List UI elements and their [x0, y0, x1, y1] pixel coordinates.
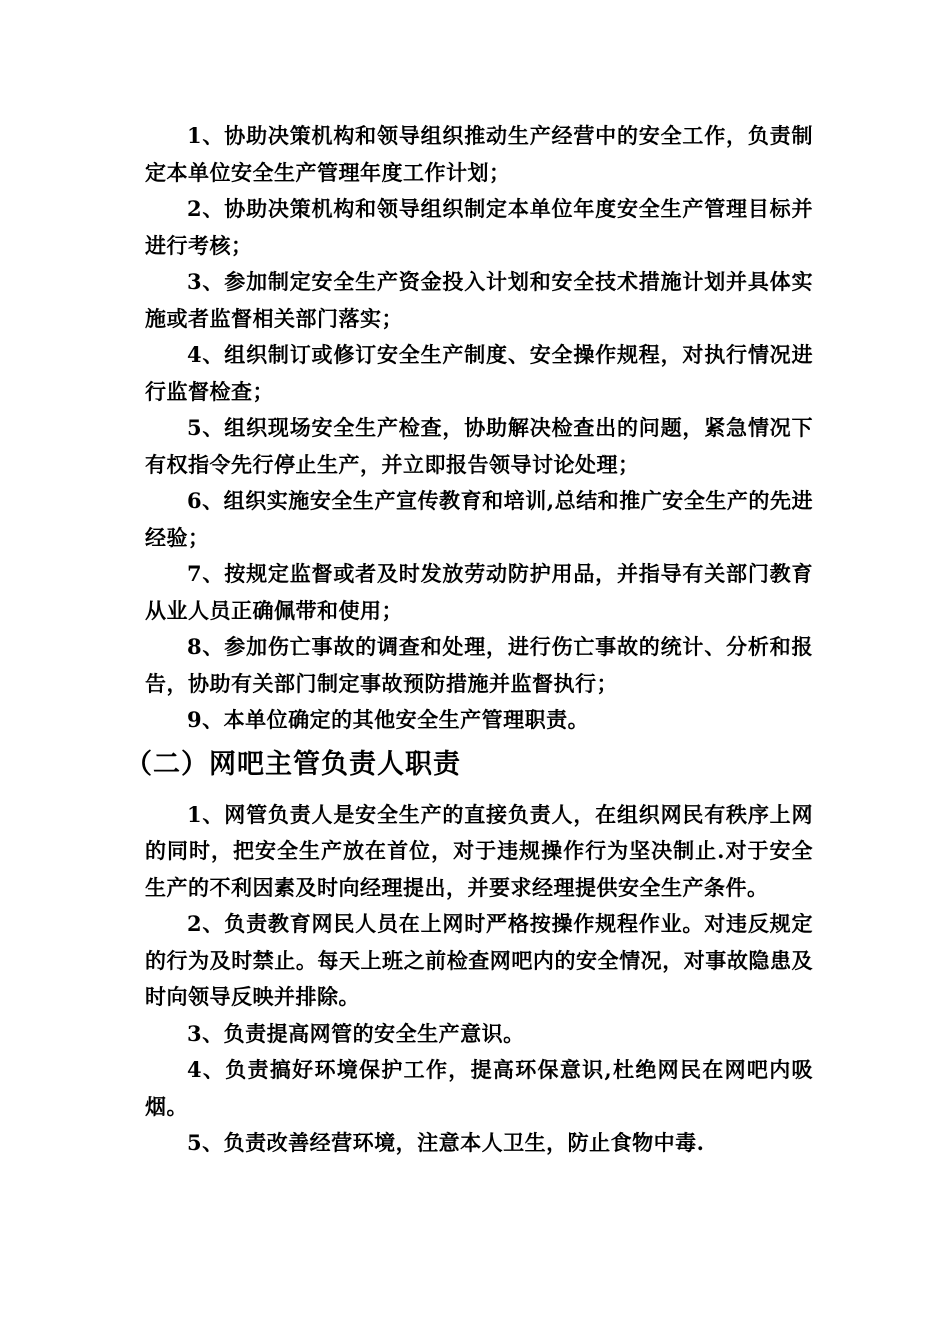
- paragraph-item: 6、组织实施安全生产宣传教育和培训,总结和推广安全生产的先进经验；: [145, 488, 813, 550]
- paragraph-item: 3、负责提高网管的安全生产意识。: [187, 1020, 525, 1046]
- paragraph-item: 8、参加伤亡事故的调查和处理，进行伤亡事故的统计、分析和报告，协助有关部门制定事故预防措施并监督执行；: [145, 634, 813, 696]
- paragraph-item: 7、按规定监督或者及时发放劳动防护用品，并指导有关部门教育从业人员正确佩带和使用；: [145, 561, 813, 623]
- paragraph-item: 5、组织现场安全生产检查，协助解决检查出的问题，紧急情况下有权指令先行停止生产，并立即报告领导讨论处理；: [145, 415, 813, 477]
- paragraph-item: 2、负责教育网民人员在上网时严格按操作规程作业。对违反规定的行为及时禁止。每天上班之前检查网吧内的安全情况，对事故隐患及时向领导反映并排除。: [145, 911, 813, 1009]
- paragraph-item: 1、网管负责人是安全生产的直接负责人，在组织网民有秩序上网的同时，把安全生产放在首位，对于违规操作行为坚决制止.对于安全生产的不利因素及时向经理提出，并要求经理提供安全生产条件。: [145, 801, 813, 900]
- paragraph-item: 4、负责搞好环境保护工作，提高环保意识,杜绝网民在网吧内吸烟。: [145, 1057, 813, 1119]
- paragraph-item: 2、协助决策机构和领导组织制定本单位年度安全生产管理目标并进行考核；: [145, 196, 813, 258]
- paragraph-item: 9、本单位确定的其他安全生产管理职责。: [187, 707, 590, 732]
- paragraph-item: 3、参加制定安全生产资金投入计划和安全技术措施计划并具体实施或者监督相关部门落实；: [145, 269, 813, 331]
- section-heading: （二）网吧主管负责人职责: [125, 748, 461, 780]
- document-page: [125, 118, 813, 1162]
- paragraph-item: 5、负责改善经营环境，注意本人卫生，防止食物中毒.: [187, 1130, 705, 1155]
- paragraph-item: 1、协助决策机构和领导组织推动生产经营中的安全工作，负责制定本单位安全生产管理年度工作计划；: [145, 123, 813, 185]
- paragraph-item: 4、组织制订或修订安全生产制度、安全操作规程，对执行情况进行监督检查；: [145, 342, 813, 404]
